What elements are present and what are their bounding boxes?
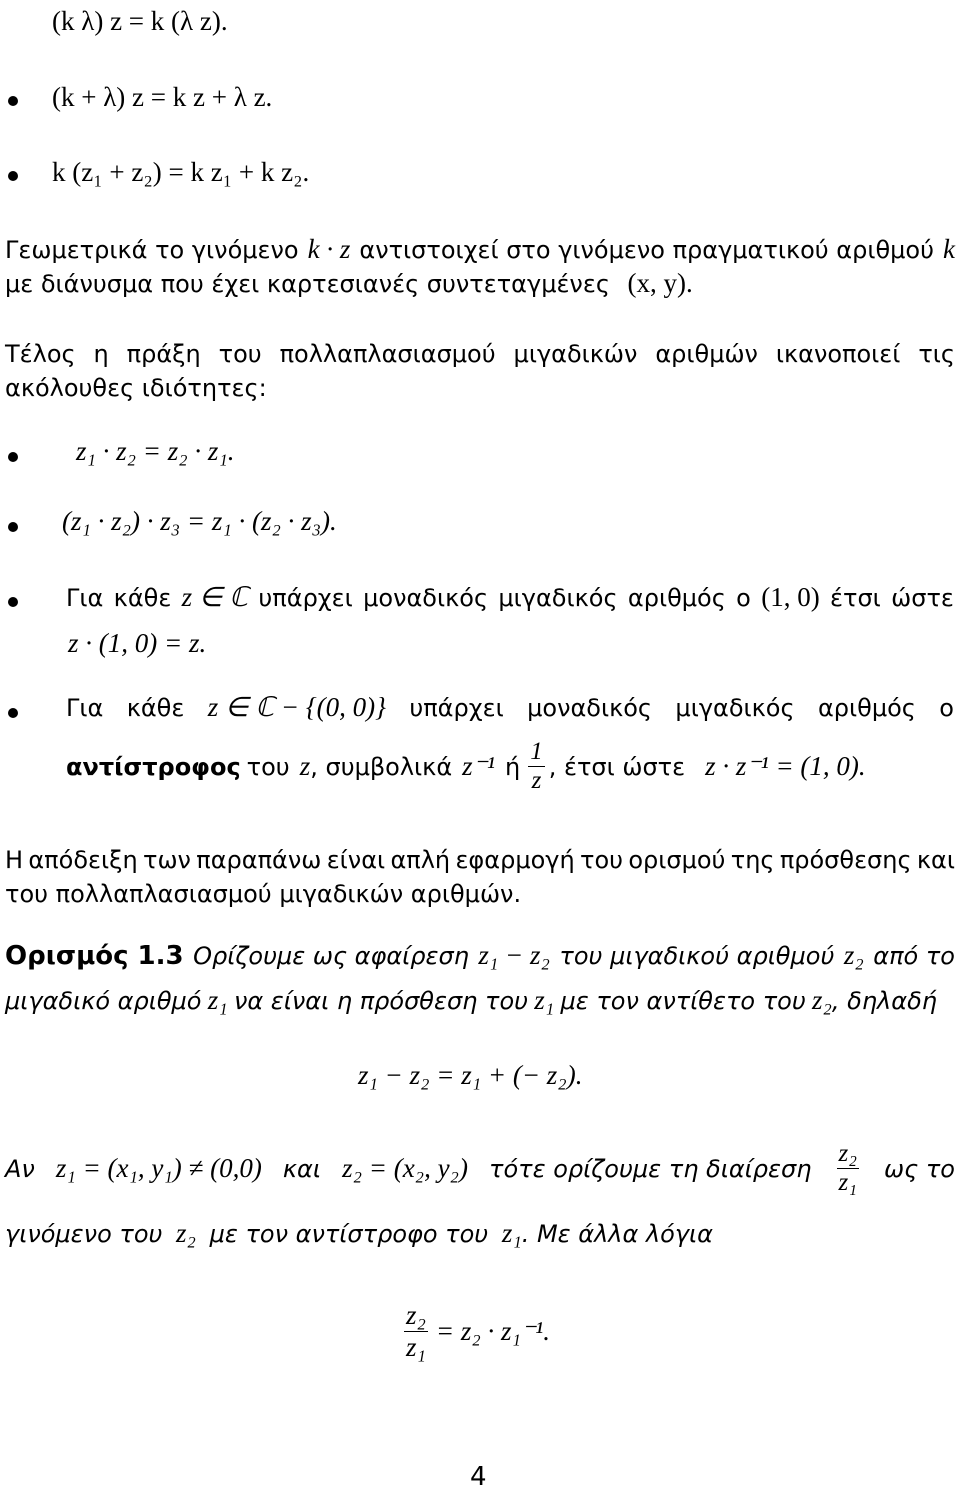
bullet-icon — [8, 452, 18, 462]
word: αριθμός — [627, 584, 726, 612]
scalar-property-3: k (z₁ + z₂) = k z₁ + k z₂. — [52, 157, 310, 187]
math-z-inverse: z⁻¹ — [462, 751, 495, 781]
word: αριθμών — [655, 340, 758, 368]
word: μιγαδικός — [498, 584, 618, 612]
text-segment: από το — [873, 942, 955, 970]
word: της — [730, 846, 775, 874]
word: υπάρχει — [258, 584, 353, 612]
math-z-in-c: z ∈ ℂ — [181, 582, 249, 612]
definition-line2 — [5, 985, 937, 1016]
math-z2: z₂ — [812, 985, 832, 1015]
word: ο — [939, 694, 954, 722]
text-segment: με τον αντίστροφο του — [209, 1220, 489, 1248]
word: ώστε — [891, 584, 954, 612]
mult-property-1: z₁ · z₂ = z₂ · z₁. — [76, 436, 235, 466]
mult-intro-line1 — [5, 340, 955, 368]
math-xy: (x, y). — [627, 268, 693, 298]
word: ή — [505, 752, 521, 781]
word: μοναδικός — [363, 584, 489, 612]
mult-property-2: (z₁ · z₂) · z₃ = z₁ · (z₂ · z₃). — [62, 506, 337, 536]
word: μιγαδικών — [513, 340, 638, 368]
math-z1-def: z₁ = (x₁, y₁) ≠ (0,0) — [55, 1153, 262, 1183]
word: Η — [5, 846, 24, 874]
text-segment: . Με άλλα λόγια — [521, 1220, 713, 1248]
fraction-numerator: 1 — [530, 738, 543, 765]
text-segment: , έτσι ώστε — [548, 752, 686, 781]
mult-property-4-line2 — [66, 738, 866, 795]
fraction-numerator: z₂ — [838, 1140, 857, 1167]
word: αριθμός — [817, 694, 916, 722]
math-k-z: k · z — [307, 234, 351, 264]
mult-property-4-line1 — [66, 692, 954, 723]
word: και — [282, 1154, 321, 1183]
word: Για — [66, 694, 104, 722]
bullet-icon — [8, 171, 18, 181]
word: κάθε — [113, 584, 172, 612]
scalar-property-2: (k + λ) z = k z + λ z. — [52, 82, 273, 112]
division-display-equation — [400, 1300, 550, 1363]
text-segment: τότε ορίζουμε τη διαίρεση — [489, 1154, 812, 1183]
bullet-icon — [8, 96, 18, 106]
fraction-numerator: z₂ — [406, 1300, 426, 1330]
math-z2: z₂ — [843, 940, 864, 970]
text-segment: γινόμενο του — [5, 1220, 163, 1248]
text-segment: Γεωμετρικά το γινόμενο — [5, 236, 299, 264]
text-segment: , δηλαδή — [831, 987, 937, 1015]
word: κάθε — [126, 694, 185, 722]
mult-intro-line2: ακόλουθες ιδιότητες: — [5, 374, 267, 402]
math-z1: z₁ — [534, 985, 555, 1015]
math-z1: z₁ — [207, 985, 228, 1015]
proof-paragraph-line2: του πολλαπλασιασμού μιγαδικών αριθμών. — [5, 880, 522, 908]
math-unit: (1, 0) — [761, 582, 820, 612]
word: πρόσθεσης — [779, 846, 912, 874]
word: μιγαδικός — [675, 694, 795, 722]
word: του — [246, 752, 290, 781]
math-z2: z₂ — [176, 1218, 196, 1248]
fraction-denominator: z — [531, 767, 542, 794]
word: Για — [66, 584, 104, 612]
fraction-denominator: z₁ — [406, 1332, 426, 1362]
word: πολλαπλασιασμού — [279, 340, 496, 368]
division-line1 — [5, 1140, 955, 1197]
text-segment: αντιστοιχεί στο γινόμενο πραγματικού αριθμού — [359, 236, 934, 264]
word: απόδειξη — [28, 846, 138, 874]
word: του — [218, 340, 262, 368]
word: και — [916, 846, 955, 874]
fraction-z2-over-z1 — [404, 1300, 428, 1363]
page-number: 4 — [470, 1462, 487, 1492]
mult-property-3-line2: z · (1, 0) = z. — [68, 628, 207, 658]
bold-term-inverse: αντίστροφος — [66, 752, 241, 781]
math-z: z — [299, 751, 311, 781]
text-segment: με διάνυσμα που έχει καρτεσιανές συντεταγμένες — [5, 270, 610, 298]
mult-property-3-line1 — [66, 582, 954, 613]
geometric-paragraph-line2 — [5, 268, 693, 299]
fraction-denominator: z₁ — [838, 1169, 857, 1196]
word: Τέλος — [5, 340, 76, 368]
word: εφαρμογή — [455, 846, 575, 874]
division-line2 — [5, 1218, 713, 1249]
geometric-paragraph-line1 — [5, 234, 955, 265]
math-z1: z₁ — [501, 1218, 522, 1248]
math-z1-minus-z2: z₁ − z₂ — [478, 940, 550, 970]
definition-label: Ορισμός 1.3 — [5, 941, 184, 971]
word: παραπάνω — [196, 846, 322, 874]
word: ορισμού — [628, 846, 726, 874]
word: του — [580, 846, 624, 874]
proof-paragraph-line1 — [5, 846, 955, 874]
word: των — [143, 846, 191, 874]
bullet-icon — [8, 522, 18, 532]
word: απλή — [390, 846, 451, 874]
word: έτσι — [830, 584, 881, 612]
fraction-z2-over-z1 — [837, 1140, 859, 1197]
math-inverse-equation: z · z⁻¹ = (1, 0). — [705, 751, 866, 781]
word: υπάρχει — [409, 694, 504, 722]
scalar-property-1: (k λ) z = k (λ z). — [52, 6, 228, 36]
text-segment: ως το — [884, 1154, 955, 1183]
word: είναι — [326, 846, 386, 874]
math-k: k — [943, 234, 955, 264]
word: ικανοποιεί — [775, 340, 901, 368]
word: πράξη — [126, 340, 201, 368]
definition-line1 — [5, 940, 955, 971]
text-segment: να είναι η πρόσθεση του — [233, 987, 529, 1015]
word: η — [93, 340, 109, 368]
fraction-one-over-z — [528, 738, 545, 795]
word: Αν — [5, 1154, 35, 1183]
math-z-in-c-minus-zero: z ∈ ℂ − {(0, 0)} — [207, 692, 386, 722]
text-segment: με τον αντίθετο του — [560, 987, 806, 1015]
text-segment: μιγαδικό αριθμό — [5, 987, 202, 1015]
bullet-icon — [8, 708, 18, 718]
text-segment: , συμβολικά — [310, 752, 453, 781]
text-segment: Ορίζουμε ως αφαίρεση — [193, 942, 469, 970]
text-segment: του μιγαδικού αριθμού — [559, 942, 835, 970]
word: μοναδικός — [527, 694, 653, 722]
math-rhs: = z₂ · z₁⁻¹. — [435, 1316, 551, 1346]
word: τις — [918, 340, 955, 368]
definition-display-equation: z₁ − z₂ = z₁ + (− z₂). — [358, 1060, 583, 1090]
math-z2-def: z₂ = (x₂, y₂) — [342, 1153, 468, 1183]
bullet-icon — [8, 597, 18, 607]
word: ο — [736, 584, 751, 612]
